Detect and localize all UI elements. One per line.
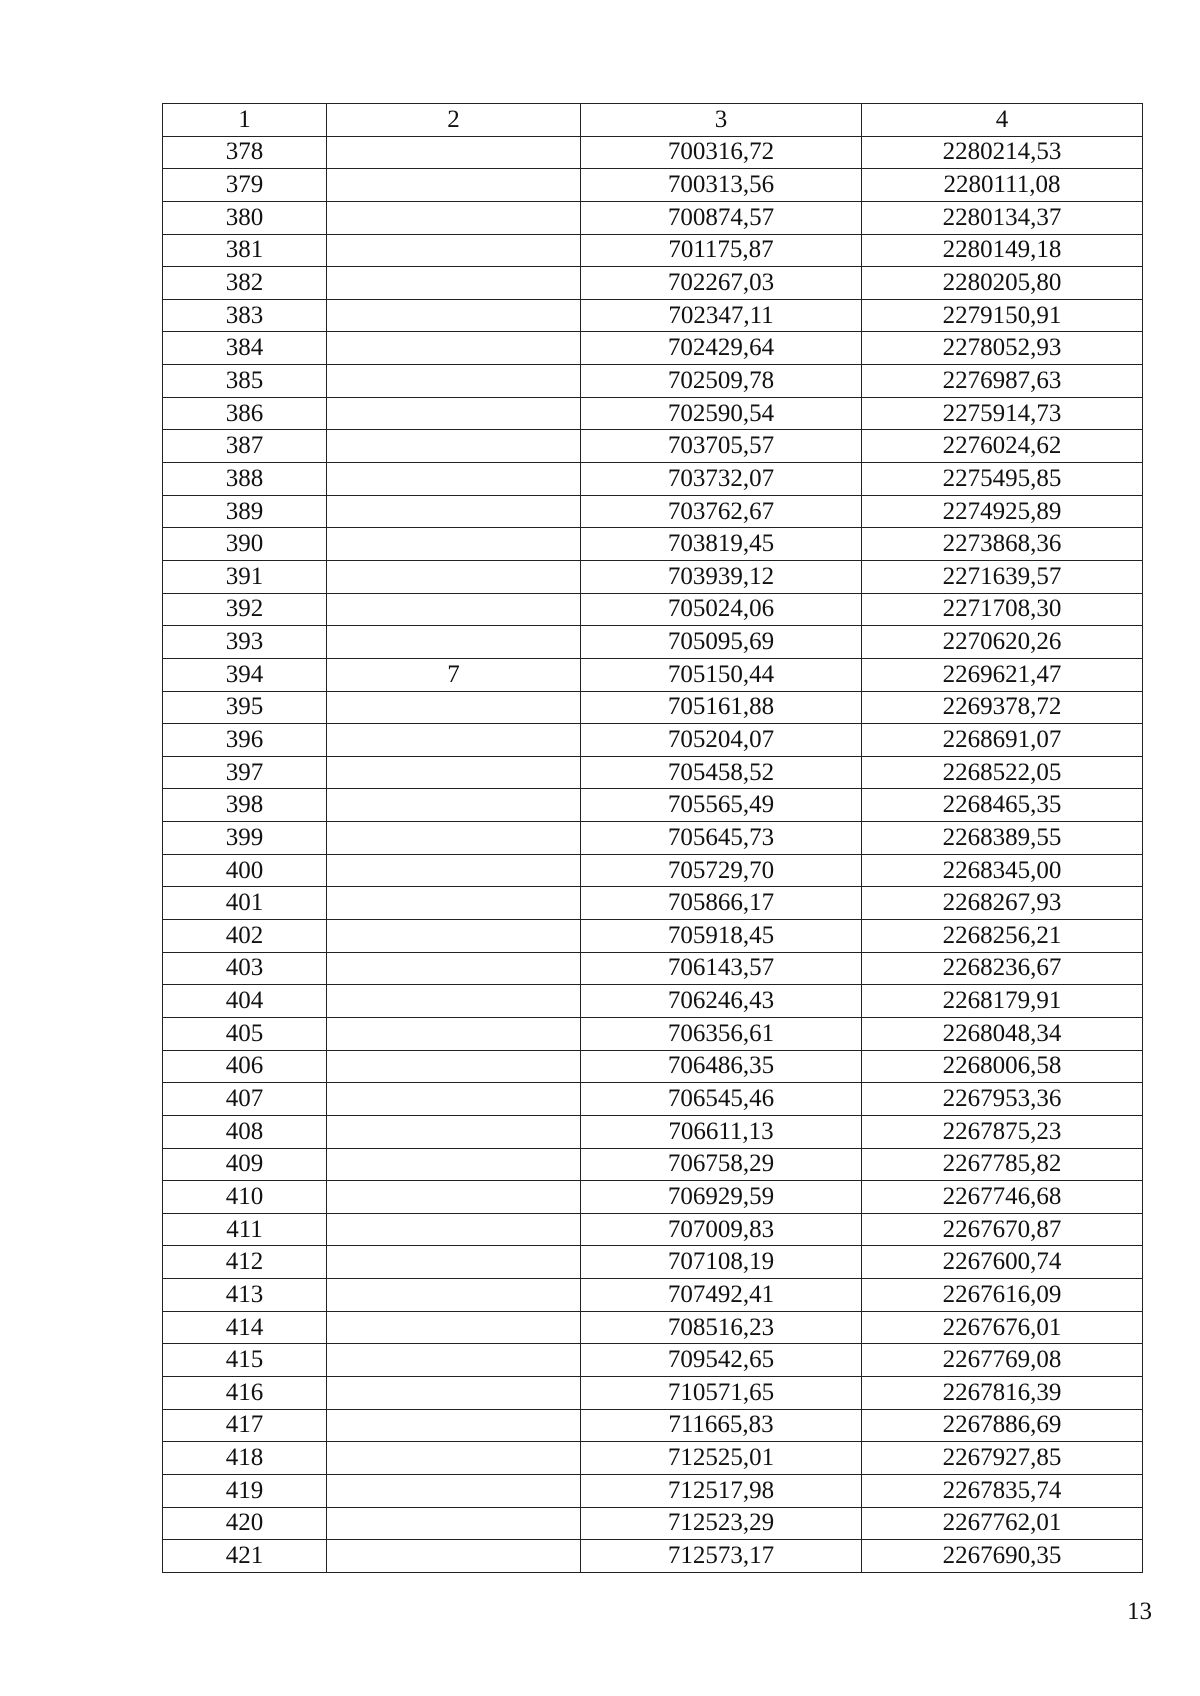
table-row	[163, 136, 1143, 169]
cell-column-2	[327, 1115, 581, 1148]
cell-coordinate-x: 702429,64	[581, 332, 862, 365]
table-row	[163, 430, 1143, 463]
cell-column-2	[327, 430, 581, 463]
cell-coordinate-y: 2268006,58	[862, 1050, 1143, 1083]
column-header-number: 1	[163, 104, 327, 137]
cell-column-2	[327, 952, 581, 985]
cell-point-number: 382	[163, 267, 327, 300]
cell-point-number: 415	[163, 1344, 327, 1377]
cell-column-2	[327, 691, 581, 724]
table-row	[163, 1246, 1143, 1279]
cell-column-2	[327, 1442, 581, 1475]
cell-point-number: 387	[163, 430, 327, 463]
cell-point-number: 407	[163, 1083, 327, 1116]
cell-coordinate-x: 702590,54	[581, 397, 862, 430]
cell-coordinate-x: 702347,11	[581, 299, 862, 332]
cell-column-2	[327, 1474, 581, 1507]
cell-point-number: 386	[163, 397, 327, 430]
cell-point-number: 413	[163, 1279, 327, 1312]
cell-point-number: 384	[163, 332, 327, 365]
cell-coordinate-y: 2268522,05	[862, 756, 1143, 789]
cell-coordinate-x: 705645,73	[581, 822, 862, 855]
cell-column-2	[327, 201, 581, 234]
cell-coordinate-x: 703705,57	[581, 430, 862, 463]
cell-point-number: 405	[163, 1017, 327, 1050]
cell-column-2	[327, 626, 581, 659]
cell-coordinate-y: 2275914,73	[862, 397, 1143, 430]
cell-point-number: 394	[163, 658, 327, 691]
cell-coordinate-x: 710571,65	[581, 1376, 862, 1409]
table-row	[163, 1181, 1143, 1214]
cell-coordinate-x: 705866,17	[581, 887, 862, 920]
cell-coordinate-x: 706545,46	[581, 1083, 862, 1116]
table-row	[163, 1376, 1143, 1409]
table-row	[163, 169, 1143, 202]
page-number: 13	[1127, 1598, 1152, 1625]
cell-coordinate-y: 2268389,55	[862, 822, 1143, 855]
cell-coordinate-x: 702509,78	[581, 365, 862, 398]
cell-point-number: 396	[163, 724, 327, 757]
cell-coordinate-x: 712517,98	[581, 1474, 862, 1507]
cell-column-2	[327, 1507, 581, 1540]
cell-coordinate-x: 712573,17	[581, 1540, 862, 1573]
cell-column-2	[327, 1181, 581, 1214]
table-row	[163, 691, 1143, 724]
cell-coordinate-y: 2280214,53	[862, 136, 1143, 169]
column-header-x: 3	[581, 104, 862, 137]
cell-point-number: 421	[163, 1540, 327, 1573]
table-row	[163, 626, 1143, 659]
cell-point-number: 398	[163, 789, 327, 822]
table-row	[163, 658, 1143, 691]
cell-point-number: 418	[163, 1442, 327, 1475]
table-row	[163, 1540, 1143, 1573]
cell-point-number: 388	[163, 463, 327, 496]
table-row	[163, 1474, 1143, 1507]
cell-point-number: 389	[163, 495, 327, 528]
cell-coordinate-y: 2280134,37	[862, 201, 1143, 234]
cell-coordinate-y: 2269621,47	[862, 658, 1143, 691]
cell-point-number: 402	[163, 920, 327, 953]
table-row	[163, 1213, 1143, 1246]
cell-point-number: 420	[163, 1507, 327, 1540]
cell-point-number: 385	[163, 365, 327, 398]
table-row	[163, 1279, 1143, 1312]
table-row	[163, 1507, 1143, 1540]
cell-coordinate-x: 709542,65	[581, 1344, 862, 1377]
table-row	[163, 920, 1143, 953]
cell-coordinate-x: 705918,45	[581, 920, 862, 953]
cell-coordinate-y: 2267816,39	[862, 1376, 1143, 1409]
cell-column-2	[327, 365, 581, 398]
cell-point-number: 400	[163, 854, 327, 887]
cell-coordinate-x: 700316,72	[581, 136, 862, 169]
cell-column-2	[327, 332, 581, 365]
cell-coordinate-x: 706356,61	[581, 1017, 862, 1050]
table-row	[163, 952, 1143, 985]
table-row	[163, 593, 1143, 626]
cell-point-number: 380	[163, 201, 327, 234]
cell-column-2	[327, 169, 581, 202]
cell-column-2	[327, 234, 581, 267]
cell-column-2	[327, 1148, 581, 1181]
cell-point-number: 404	[163, 985, 327, 1018]
cell-coordinate-y: 2268236,67	[862, 952, 1143, 985]
cell-column-2	[327, 267, 581, 300]
cell-coordinate-y: 2267769,08	[862, 1344, 1143, 1377]
cell-column-2	[327, 854, 581, 887]
cell-coordinate-y: 2271639,57	[862, 560, 1143, 593]
cell-coordinate-y: 2279150,91	[862, 299, 1143, 332]
cell-coordinate-y: 2267690,35	[862, 1540, 1143, 1573]
cell-coordinate-y: 2268691,07	[862, 724, 1143, 757]
cell-coordinate-x: 708516,23	[581, 1311, 862, 1344]
cell-point-number: 399	[163, 822, 327, 855]
cell-column-2	[327, 1017, 581, 1050]
cell-coordinate-y: 2268465,35	[862, 789, 1143, 822]
cell-coordinate-y: 2268256,21	[862, 920, 1143, 953]
cell-coordinate-x: 707009,83	[581, 1213, 862, 1246]
cell-point-number: 412	[163, 1246, 327, 1279]
table-row	[163, 822, 1143, 855]
cell-column-2	[327, 920, 581, 953]
table-row	[163, 854, 1143, 887]
table-row	[163, 887, 1143, 920]
table-row	[163, 1017, 1143, 1050]
cell-coordinate-x: 712523,29	[581, 1507, 862, 1540]
cell-coordinate-y: 2267927,85	[862, 1442, 1143, 1475]
cell-point-number: 379	[163, 169, 327, 202]
cell-coordinate-x: 705095,69	[581, 626, 862, 659]
cell-column-2	[327, 1311, 581, 1344]
cell-point-number: 390	[163, 528, 327, 561]
cell-coordinate-y: 2280111,08	[862, 169, 1143, 202]
cell-coordinate-x: 705024,06	[581, 593, 862, 626]
cell-coordinate-y: 2267762,01	[862, 1507, 1143, 1540]
cell-column-2	[327, 136, 581, 169]
cell-coordinate-y: 2275495,85	[862, 463, 1143, 496]
cell-column-2	[327, 1540, 581, 1573]
cell-point-number: 417	[163, 1409, 327, 1442]
cell-column-2	[327, 1279, 581, 1312]
cell-coordinate-y: 2280205,80	[862, 267, 1143, 300]
table-row	[163, 397, 1143, 430]
table-row	[163, 463, 1143, 496]
cell-point-number: 393	[163, 626, 327, 659]
cell-coordinate-y: 2267875,23	[862, 1115, 1143, 1148]
table-row	[163, 560, 1143, 593]
cell-coordinate-x: 706758,29	[581, 1148, 862, 1181]
cell-coordinate-x: 700874,57	[581, 201, 862, 234]
cell-coordinate-x: 702267,03	[581, 267, 862, 300]
table-row	[163, 201, 1143, 234]
cell-coordinate-x: 706246,43	[581, 985, 862, 1018]
table-row	[163, 299, 1143, 332]
cell-point-number: 381	[163, 234, 327, 267]
cell-column-2	[327, 724, 581, 757]
cell-coordinate-y: 2267746,68	[862, 1181, 1143, 1214]
cell-coordinate-y: 2267670,87	[862, 1213, 1143, 1246]
cell-point-number: 391	[163, 560, 327, 593]
cell-column-2	[327, 1376, 581, 1409]
cell-column-2	[327, 985, 581, 1018]
table-row	[163, 1409, 1143, 1442]
cell-point-number: 403	[163, 952, 327, 985]
table-row	[163, 724, 1143, 757]
cell-coordinate-x: 706611,13	[581, 1115, 862, 1148]
table-row	[163, 1311, 1143, 1344]
cell-coordinate-y: 2271708,30	[862, 593, 1143, 626]
cell-point-number: 408	[163, 1115, 327, 1148]
cell-column-2	[327, 1213, 581, 1246]
cell-point-number: 416	[163, 1376, 327, 1409]
cell-coordinate-y: 2276024,62	[862, 430, 1143, 463]
cell-coordinate-y: 2269378,72	[862, 691, 1143, 724]
column-header-2: 2	[327, 104, 581, 137]
cell-coordinate-x: 711665,83	[581, 1409, 862, 1442]
cell-column-2	[327, 593, 581, 626]
cell-column-2	[327, 1246, 581, 1279]
cell-coordinate-x: 706143,57	[581, 952, 862, 985]
table-row	[163, 267, 1143, 300]
cell-column-2	[327, 1050, 581, 1083]
cell-coordinate-y: 2278052,93	[862, 332, 1143, 365]
cell-coordinate-x: 703819,45	[581, 528, 862, 561]
cell-column-2	[327, 1409, 581, 1442]
cell-point-number: 401	[163, 887, 327, 920]
table-body	[163, 136, 1143, 1572]
cell-coordinate-x: 705150,44	[581, 658, 862, 691]
cell-coordinate-x: 706486,35	[581, 1050, 862, 1083]
cell-coordinate-y: 2274925,89	[862, 495, 1143, 528]
cell-coordinate-x: 705729,70	[581, 854, 862, 887]
coordinates-table	[162, 103, 1143, 1573]
cell-coordinate-x: 703732,07	[581, 463, 862, 496]
table-row	[163, 985, 1143, 1018]
cell-coordinate-y: 2276987,63	[862, 365, 1143, 398]
cell-point-number: 378	[163, 136, 327, 169]
cell-column-2	[327, 560, 581, 593]
cell-coordinate-x: 703939,12	[581, 560, 862, 593]
column-header-y: 4	[862, 104, 1143, 137]
table-row	[163, 789, 1143, 822]
table-row	[163, 1115, 1143, 1148]
cell-point-number: 395	[163, 691, 327, 724]
cell-coordinate-x: 712525,01	[581, 1442, 862, 1475]
cell-column-2	[327, 887, 581, 920]
cell-coordinate-y: 2273868,36	[862, 528, 1143, 561]
table-row	[163, 495, 1143, 528]
cell-coordinate-x: 705565,49	[581, 789, 862, 822]
table-row	[163, 365, 1143, 398]
cell-column-2	[327, 1344, 581, 1377]
cell-coordinate-y: 2267886,69	[862, 1409, 1143, 1442]
cell-coordinate-y: 2268048,34	[862, 1017, 1143, 1050]
cell-point-number: 397	[163, 756, 327, 789]
cell-coordinate-y: 2267616,09	[862, 1279, 1143, 1312]
cell-coordinate-x: 705458,52	[581, 756, 862, 789]
table-row	[163, 234, 1143, 267]
cell-coordinate-y: 2280149,18	[862, 234, 1143, 267]
table-row	[163, 332, 1143, 365]
cell-coordinate-x: 703762,67	[581, 495, 862, 528]
cell-column-2	[327, 495, 581, 528]
cell-coordinate-x: 705161,88	[581, 691, 862, 724]
cell-point-number: 409	[163, 1148, 327, 1181]
cell-column-2	[327, 397, 581, 430]
cell-point-number: 392	[163, 593, 327, 626]
cell-coordinate-y: 2268179,91	[862, 985, 1143, 1018]
cell-point-number: 383	[163, 299, 327, 332]
table-row	[163, 1344, 1143, 1377]
cell-point-number: 411	[163, 1213, 327, 1246]
cell-column-2: 7	[327, 658, 581, 691]
cell-column-2	[327, 299, 581, 332]
cell-coordinate-x: 700313,56	[581, 169, 862, 202]
cell-column-2	[327, 756, 581, 789]
cell-coordinate-y: 2267835,74	[862, 1474, 1143, 1507]
cell-point-number: 419	[163, 1474, 327, 1507]
cell-coordinate-x: 707492,41	[581, 1279, 862, 1312]
cell-coordinate-y: 2267676,01	[862, 1311, 1143, 1344]
cell-coordinate-y: 2270620,26	[862, 626, 1143, 659]
cell-coordinate-x: 706929,59	[581, 1181, 862, 1214]
cell-coordinate-x: 705204,07	[581, 724, 862, 757]
table-row	[163, 1442, 1143, 1475]
table-row	[163, 528, 1143, 561]
table-row	[163, 1050, 1143, 1083]
cell-coordinate-x: 707108,19	[581, 1246, 862, 1279]
table-row	[163, 1083, 1143, 1116]
cell-column-2	[327, 528, 581, 561]
cell-column-2	[327, 1083, 581, 1116]
table-row	[163, 1148, 1143, 1181]
cell-point-number: 406	[163, 1050, 327, 1083]
cell-coordinate-y: 2267600,74	[862, 1246, 1143, 1279]
cell-coordinate-y: 2267785,82	[862, 1148, 1143, 1181]
cell-coordinate-x: 701175,87	[581, 234, 862, 267]
cell-coordinate-y: 2268345,00	[862, 854, 1143, 887]
table-header-row	[163, 104, 1143, 137]
cell-point-number: 410	[163, 1181, 327, 1214]
cell-coordinate-y: 2268267,93	[862, 887, 1143, 920]
cell-column-2	[327, 822, 581, 855]
cell-coordinate-y: 2267953,36	[862, 1083, 1143, 1116]
table-row	[163, 756, 1143, 789]
cell-column-2	[327, 463, 581, 496]
cell-point-number: 414	[163, 1311, 327, 1344]
cell-column-2	[327, 789, 581, 822]
